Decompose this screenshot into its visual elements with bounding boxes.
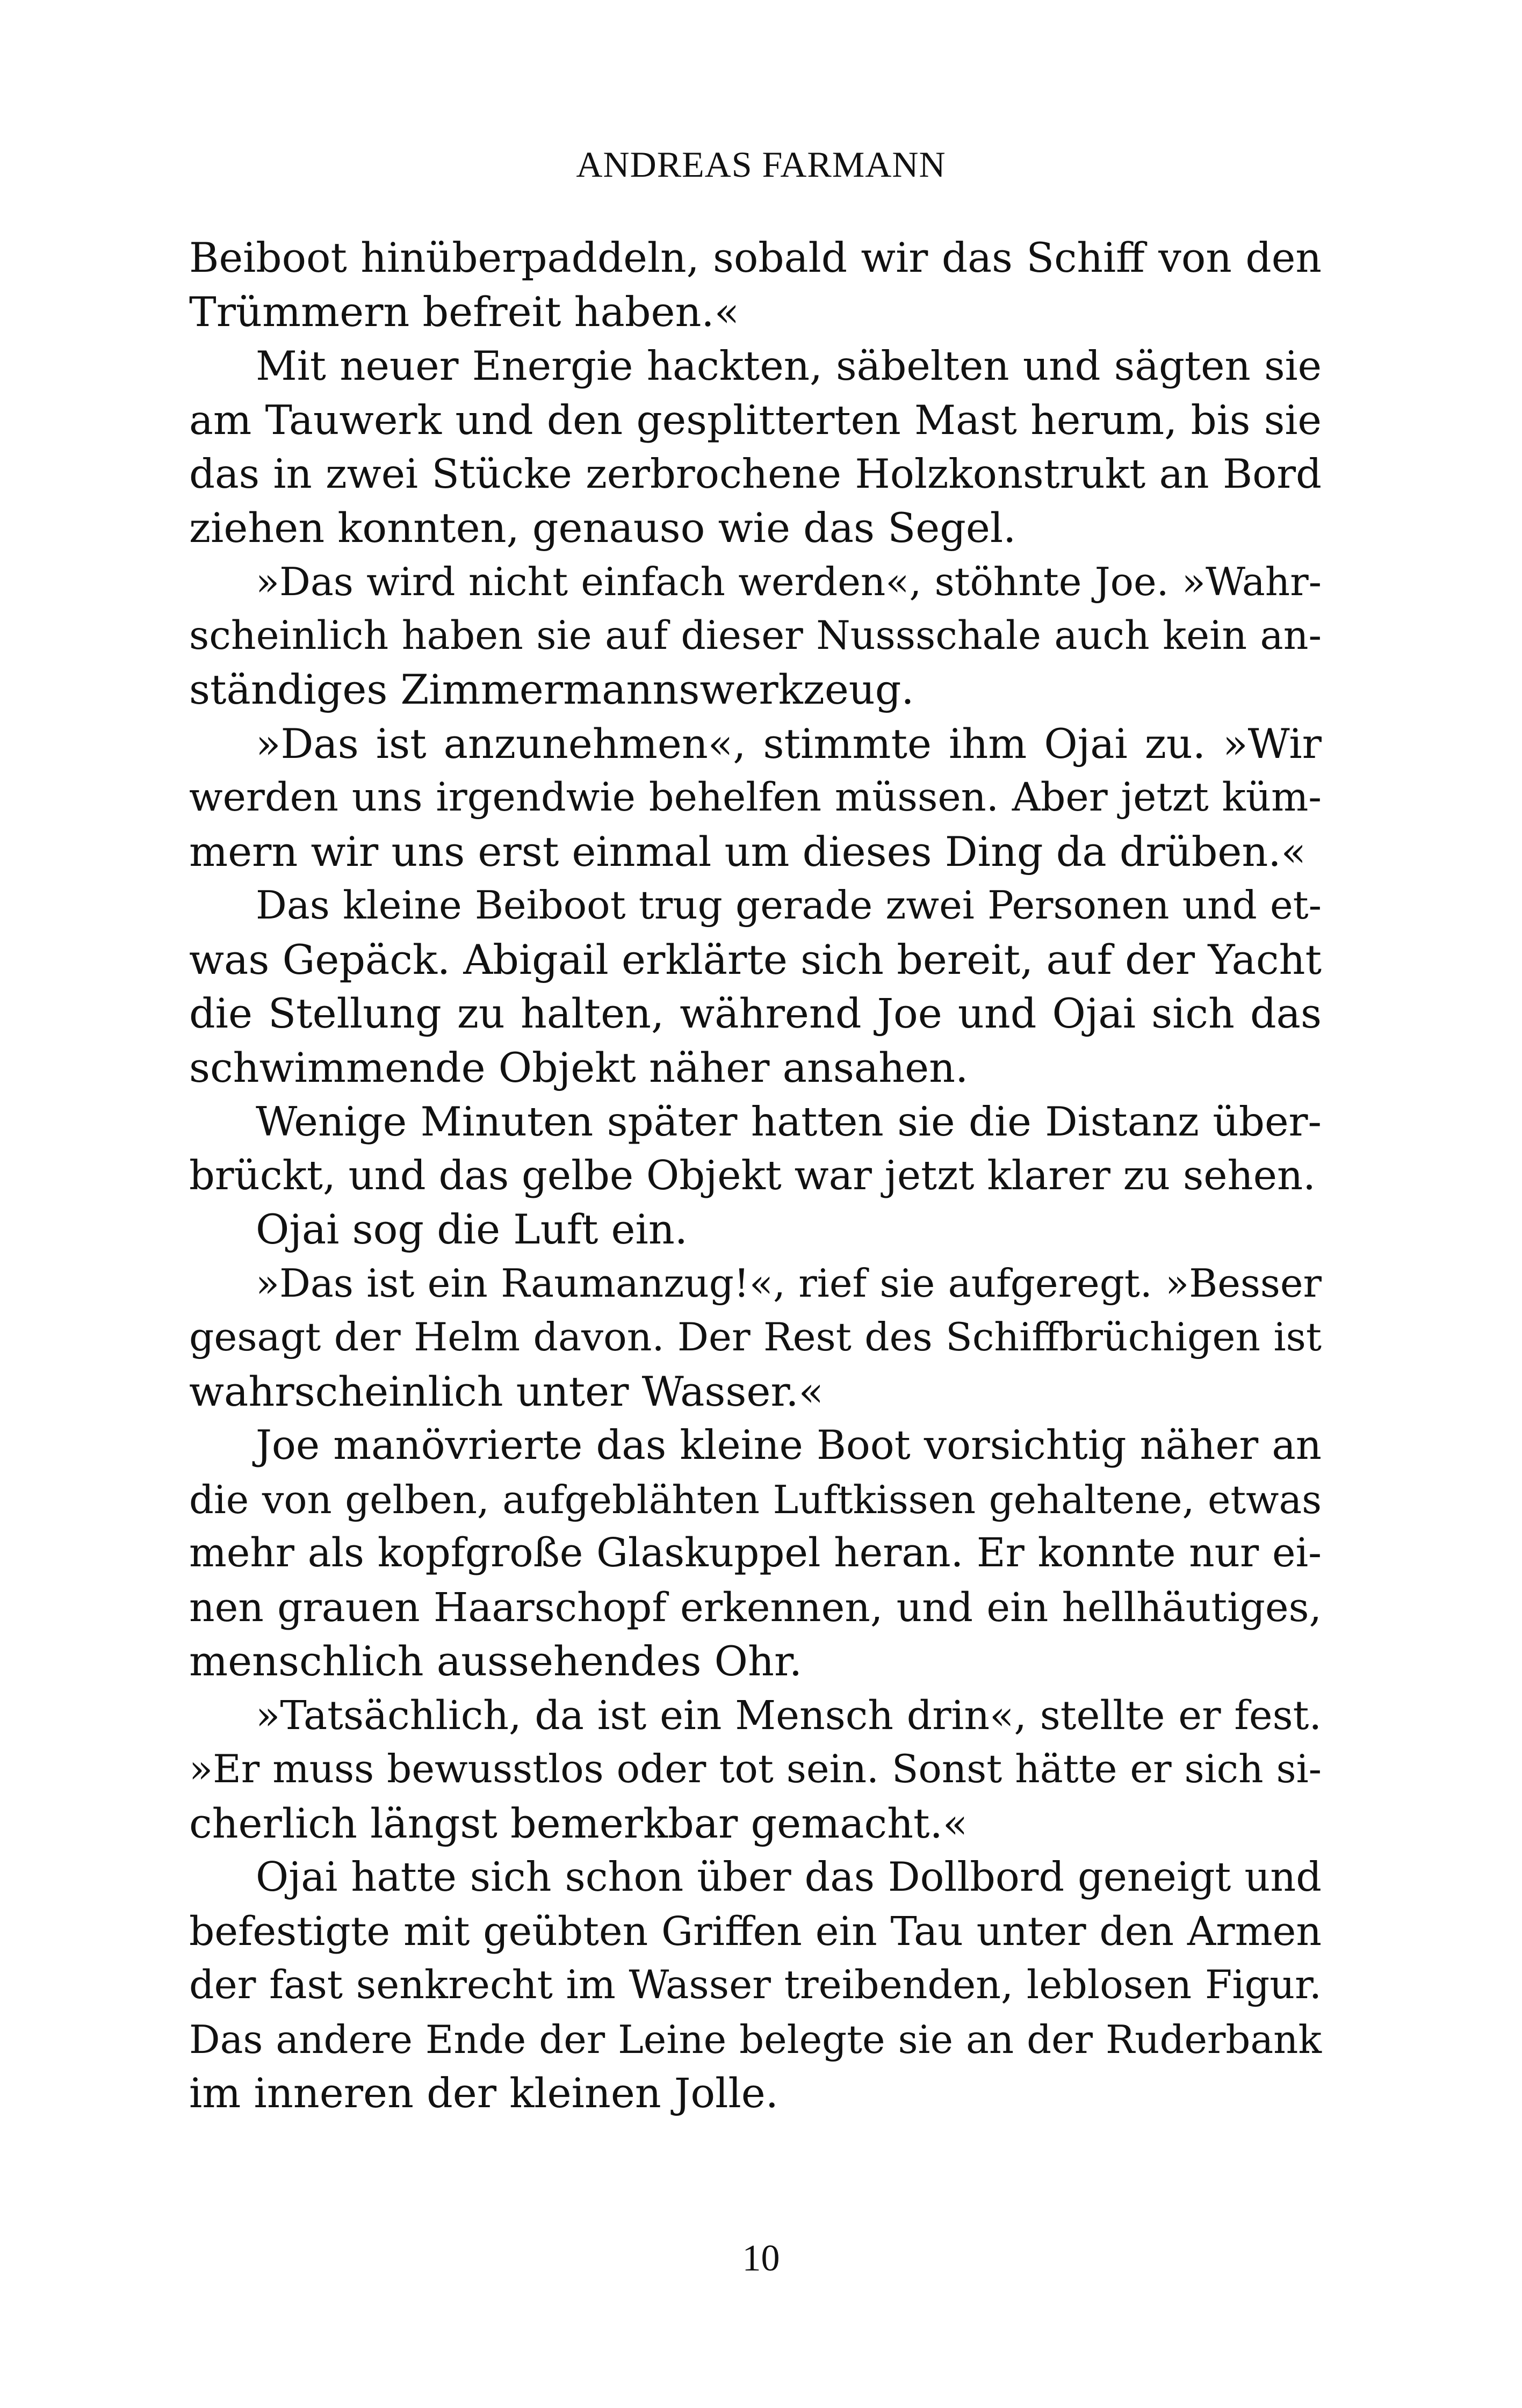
text-line: was Gepäck. Abigail erklärte sich bereit, auf der Yacht <box>189 935 1322 984</box>
text-line: mehr als kopfgroße Glaskuppel heran. Er konnte nur ei- <box>189 1530 1322 1576</box>
text-line: »Das wird nicht einfach werden«, stöhnte Joe. »Wahr- <box>256 559 1322 604</box>
text-line: werden uns irgendwie behelfen müssen. Aber jetzt küm- <box>189 775 1322 820</box>
text-line: Beiboot hinüberpaddeln, sobald wir das Schiff von den <box>189 234 1322 281</box>
text-line: ständiges Zimmermannswerkzeug. <box>189 666 914 713</box>
text-line: Trümmern befreit haben.« <box>189 287 740 336</box>
page-number: 10 <box>742 2238 780 2279</box>
text-line: das in zwei Stücke zerbrochene Holzkonstrukt an Bord <box>189 450 1322 497</box>
text-line: menschlich aussehendes Ohr. <box>189 1637 803 1685</box>
text-line: mern wir uns erst einmal um dieses Ding da drüben.« <box>189 827 1306 876</box>
text-line: am Tauwerk und den gesplitterten Mast herum, bis sie <box>189 396 1322 444</box>
text-line: Ojai sog die Luft ein. <box>256 1205 688 1253</box>
text-line: im inneren der kleinen Jolle. <box>189 2069 778 2117</box>
text-line: scheinlich haben sie auf dieser Nussschale auch kein an- <box>189 613 1322 659</box>
text-line: der fast senkrecht im Wasser treibenden, leblosen Figur. <box>189 1962 1322 2008</box>
text-line: »Das ist anzunehmen«, stimmte ihm Ojai zu. »Wir <box>256 719 1322 768</box>
text-line: »Er muss bewusstlos oder tot sein. Sonst hätte er sich si- <box>189 1747 1322 1792</box>
text-line: Mit neuer Energie hackten, säbelten und sägten sie <box>256 342 1322 389</box>
text-line: Das andere Ende der Leine belegte sie an der Ruderbank <box>189 2016 1322 2062</box>
text-line: »Das ist ein Raumanzug!«, rief sie aufgeregt. »Besser <box>256 1261 1322 1306</box>
text-line: schwimmende Objekt näher ansahen. <box>189 1043 969 1091</box>
text-line: die Stellung zu halten, während Joe und Ojai sich das <box>189 989 1322 1037</box>
body-text <box>189 231 1322 2121</box>
text-line: Ojai hatte sich schon über das Dollbord geneigt und <box>256 1854 1322 1900</box>
text-line: nen grauen Haarschopf erkennen, und ein hellhäutiges, <box>189 1584 1322 1631</box>
text-line: die von gelben, aufgeblähten Luftkissen gehaltene, etwas <box>189 1477 1322 1522</box>
text-line: Das kleine Beiboot trug gerade zwei Personen und et- <box>256 883 1322 928</box>
running-header: ANDREAS FARMANN <box>576 144 946 185</box>
text-line: befestigte mit geübten Griffen ein Tau unter den Armen <box>189 1908 1322 1955</box>
text-line: Wenige Minuten später hatten sie die Distanz über- <box>256 1098 1322 1145</box>
text-line: wahrscheinlich unter Wasser.« <box>189 1367 824 1415</box>
text-line: brückt, und das gelbe Objekt war jetzt klarer zu sehen. <box>189 1152 1316 1199</box>
text-line: ziehen konnten, genauso wie das Segel. <box>189 503 1016 552</box>
text-line: cherlich längst bemerkbar gemacht.« <box>189 1799 968 1847</box>
text-line: Joe manövrierte das kleine Boot vorsichtig näher an <box>256 1422 1322 1469</box>
text-line: »Tatsächlich, da ist ein Mensch drin«, stellte er fest. <box>256 1692 1322 1739</box>
text-line: gesagt der Helm davon. Der Rest des Schiffbrüchigen ist <box>189 1315 1322 1360</box>
